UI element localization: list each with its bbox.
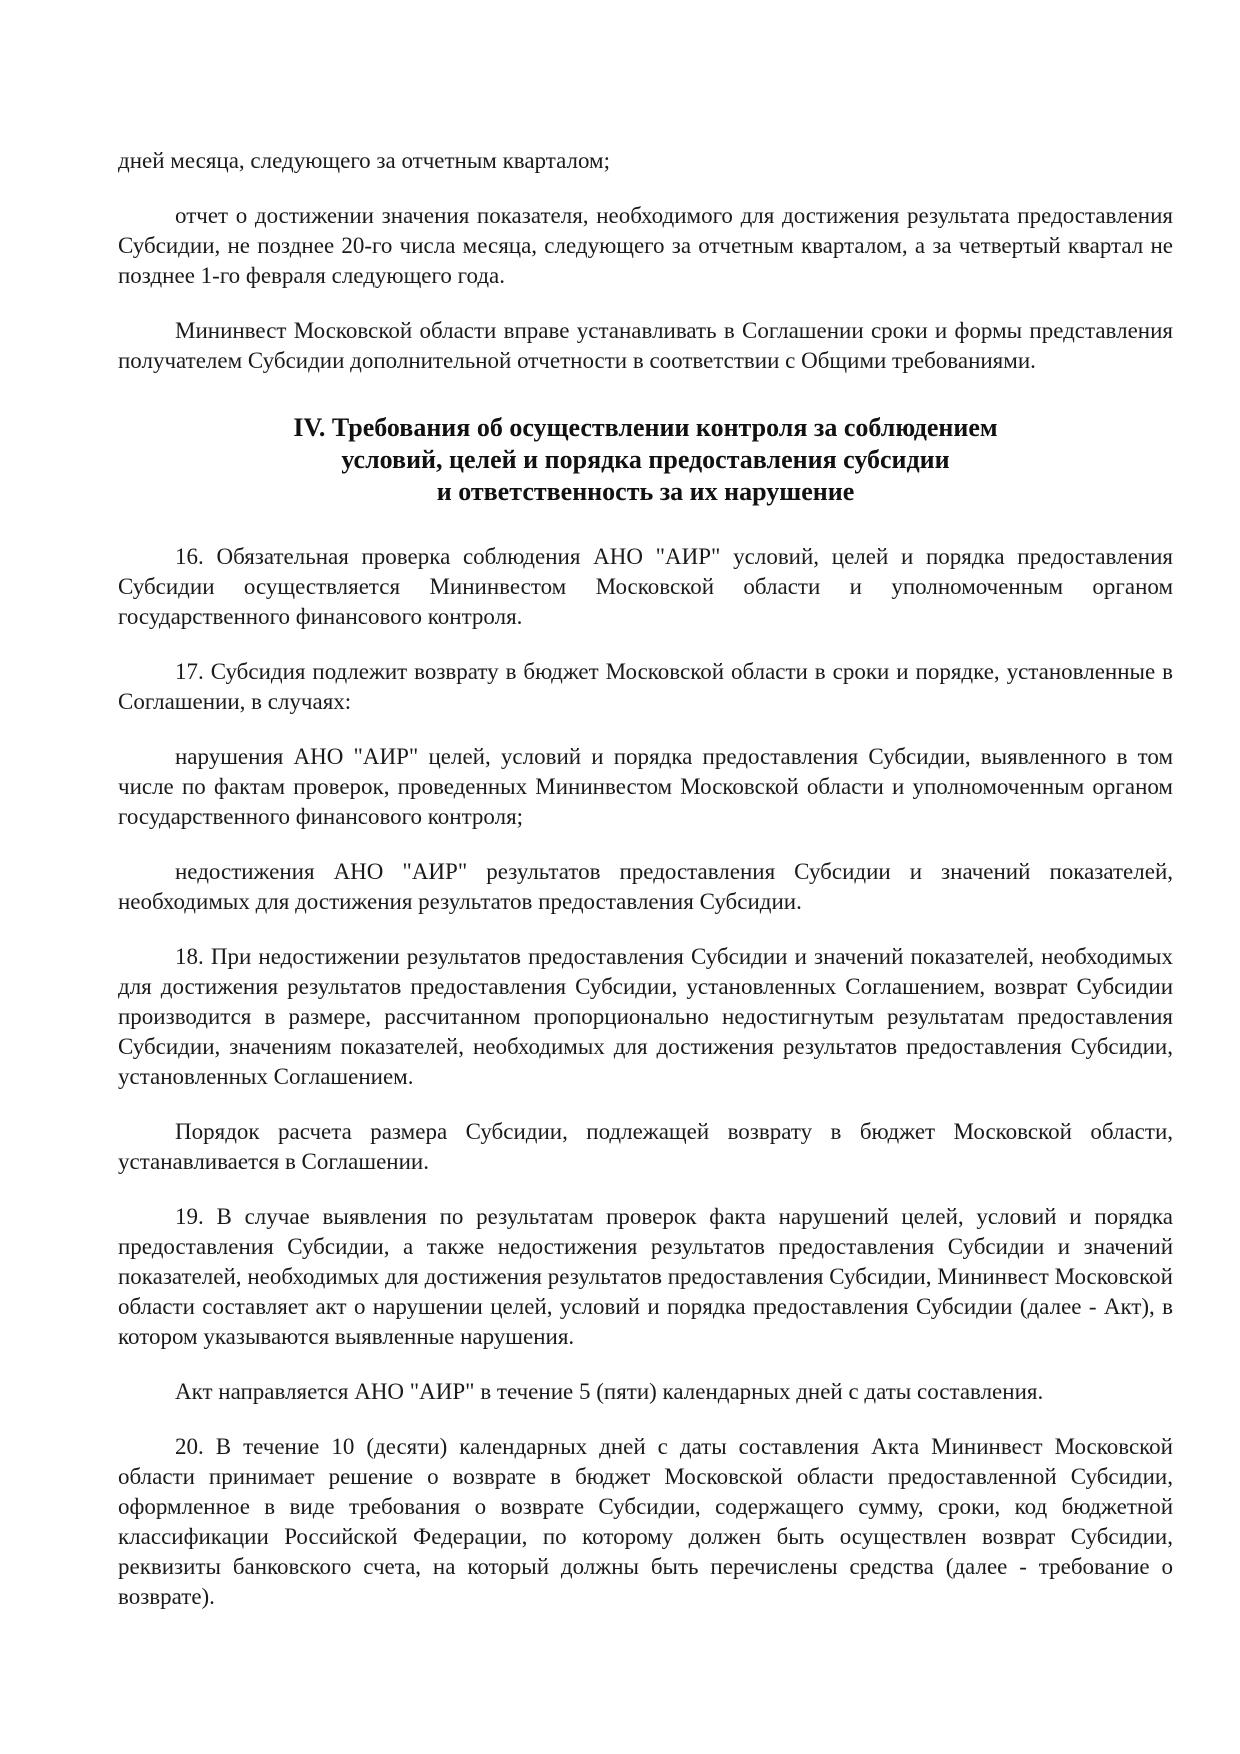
paragraph-17-case-non-achievement: недостижения АНО "АИР" результатов предоставления Субсидии и значений показателей, необходимых для достижения результатов предоставления Субсидии. <box>118 859 1173 914</box>
paragraph-17: 17. Субсидия подлежит возврату в бюджет Московской области в сроки и порядке, установленные в Соглашении, в случаях: <box>118 659 1173 714</box>
paragraph-continuation: дней месяца, следующего за отчетным кварталом; <box>118 148 610 173</box>
paragraph-17-case-violation: нарушения АНО "АИР" целей, условий и порядка предоставления Субсидии, выявленного в том числе по фактам проверок, проведенных Мининвестом Московской области и уполномоченным органом государственного финансового контроля; <box>118 744 1173 829</box>
paragraph-additional-reporting: Мининвест Московской области вправе устанавливать в Соглашении сроки и формы представления получателем Субсидии дополнительной отчетности в соответствии с Общими требованиями. <box>118 318 1173 373</box>
paragraph-act-sending: Акт направляется АНО "АИР" в течение 5 (пяти) календарных дней с даты составления. <box>175 1379 1044 1404</box>
section-heading <box>118 412 1173 508</box>
paragraph-16: 16. Обязательная проверка соблюдения АНО "АИР" условий, целей и порядка предоставления Субсидии осуществляется Мининвестом Московской области и уполномоченным органом государственного финансового контроля. <box>118 544 1173 629</box>
document-page <box>118 146 1173 1637</box>
section-heading-line-3: и ответственность за их нарушение <box>436 477 855 506</box>
section-heading-line-1: IV. Требования об осуществлении контроля за соблюдением <box>293 413 998 442</box>
paragraph-20: 20. В течение 10 (десяти) календарных дней с даты составления Акта Мининвест Московской области принимает решение о возврате в бюджет Московской области предоставленной Субсидии, оформленное в виде требования о возврате Субсидии, содержащего сумму, сроки, код бюджетной классификации Российской Федерации, по которому должен быть осуществлен возврат Субсидии, реквизиты банковского счета, на который должны быть перечислены средства (далее - требование о возврате). <box>118 1434 1173 1609</box>
paragraph-18: 18. При недостижении результатов предоставления Субсидии и значений показателей, необходимых для достижения результатов предоставления Субсидии, установленных Соглашением, возврат Субсидии производится в размере, рассчитанном пропорционально недостигнутым результатам предоставления Субсидии, значениям показателей, необходимых для достижения результатов предоставления Субсидии, установленных Соглашением. <box>118 944 1173 1089</box>
paragraph-refund-calculation: Порядок расчета размера Субсидии, подлежащей возврату в бюджет Московской области, устанавливается в Соглашении. <box>118 1119 1173 1174</box>
section-heading-line-2: условий, целей и порядка предоставления субсидии <box>341 445 950 474</box>
paragraph-report-deadline: отчет о достижении значения показателя, необходимого для достижения результата предоставления Субсидии, не позднее 20-го числа месяца, следующего за отчетным кварталом, а за четвертый квартал не позднее 1-го февраля следующего года. <box>118 203 1173 288</box>
paragraph-19: 19. В случае выявления по результатам проверок факта нарушений целей, условий и порядка предоставления Субсидии, а также недостижения результатов предоставления Субсидии и значений показателей, необходимых для достижения результатов предоставления Субсидии, Мининвест Московской области составляет акт о нарушении целей, условий и порядка предоставления Субсидии (далее - Акт), в котором указываются выявленные нарушения. <box>118 1204 1173 1349</box>
